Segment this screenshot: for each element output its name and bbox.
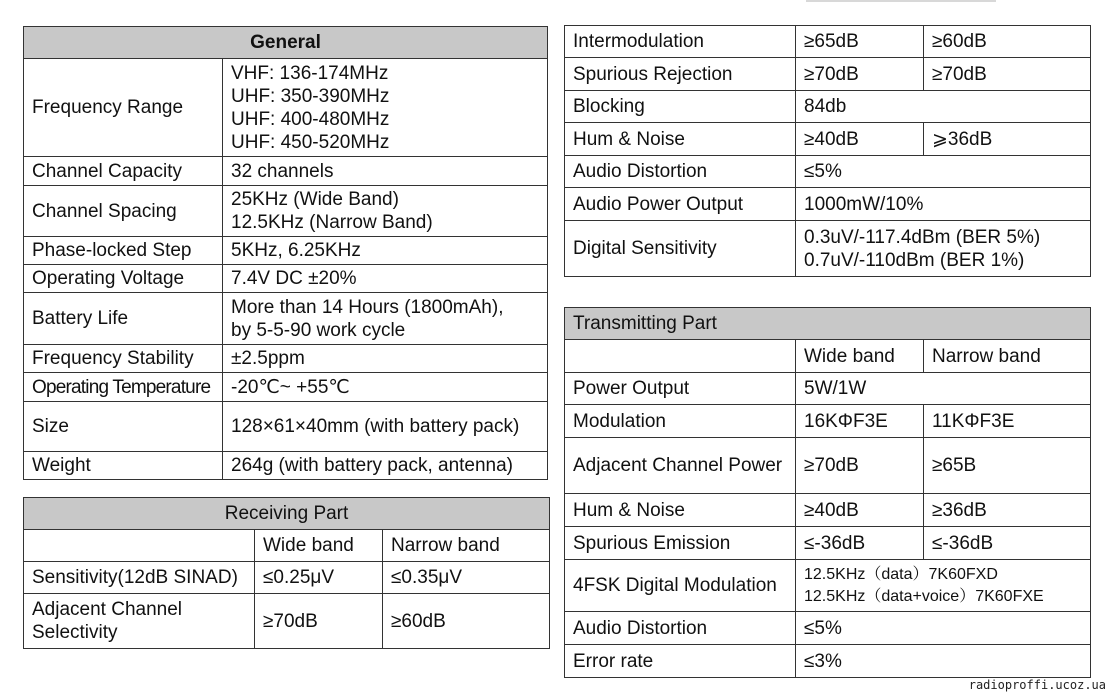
adjacent-channel-selectivity-label: Adjacent Channel Selectivity	[24, 594, 255, 649]
power-output-label: Power Output	[565, 373, 796, 405]
rx-hum-noise-wide: ≥40dB	[796, 123, 924, 156]
error-rate-label: Error rate	[565, 645, 796, 678]
frequency-stability-label: Frequency Stability	[24, 345, 223, 373]
spurious-rejection-wide: ≥70dB	[796, 58, 924, 91]
rx-audio-distortion-value: ≤5%	[796, 156, 1091, 188]
receiving-header-blank	[24, 530, 255, 562]
tx-hum-noise-wide: ≥40dB	[796, 494, 924, 527]
watermark: radioproffi.ucoz.ua	[968, 678, 1106, 692]
rx-audio-distortion-label: Audio Distortion	[565, 156, 796, 188]
error-rate-value: ≤3%	[796, 645, 1091, 678]
spurious-rejection-narrow: ≥70dB	[924, 58, 1091, 91]
spurious-emission-label: Spurious Emission	[565, 527, 796, 560]
weight-value: 264g (with battery pack, antenna)	[223, 452, 548, 480]
digital-sensitivity-label: Digital Sensitivity	[565, 221, 796, 277]
phase-locked-step-label: Phase-locked Step	[24, 237, 223, 265]
weight-label: Weight	[24, 452, 223, 480]
battery-life-value: More than 14 Hours (1800mAh), by 5-5-90 work cycle	[223, 293, 548, 345]
intermodulation-narrow: ≥60dB	[924, 26, 1091, 58]
phase-locked-step-value: 5KHz, 6.25KHz	[223, 237, 548, 265]
spurious-emission-wide: ≤-36dB	[796, 527, 924, 560]
modulation-wide: 16KΦF3E	[796, 405, 924, 438]
transmitting-table	[564, 307, 1091, 678]
operating-temperature-value: -20℃~ +55℃	[223, 373, 548, 402]
channel-spacing-label: Channel Spacing	[24, 186, 223, 237]
sensitivity-label: Sensitivity(12dB SINAD)	[24, 562, 255, 594]
tx-hum-noise-label: Hum & Noise	[565, 494, 796, 527]
adjacent-channel-selectivity-narrow: ≥60dB	[383, 594, 550, 649]
transmitting-header-blank	[565, 340, 796, 373]
intermodulation-wide: ≥65dB	[796, 26, 924, 58]
operating-voltage-value: 7.4V DC ±20%	[223, 265, 548, 293]
intermodulation-label: Intermodulation	[565, 26, 796, 58]
general-title: General	[24, 27, 548, 59]
adjacent-channel-power-narrow: ≥65B	[924, 438, 1091, 494]
audio-power-output-value: 1000mW/10%	[796, 188, 1091, 221]
operating-voltage-label: Operating Voltage	[24, 265, 223, 293]
power-output-value: 5W/1W	[796, 373, 1091, 405]
adjacent-channel-power-wide: ≥70dB	[796, 438, 924, 494]
receiving-title: Receiving Part	[24, 498, 550, 530]
fsk-digital-modulation-label: 4FSK Digital Modulation	[565, 560, 796, 612]
fsk-digital-modulation-value: 12.5KHz（data）7K60FXD 12.5KHz（data+voice）7K60FXE	[796, 560, 1091, 612]
spurious-emission-narrow: ≤-36dB	[924, 527, 1091, 560]
frequency-range-label: Frequency Range	[24, 59, 223, 157]
blocking-value: 84db	[796, 91, 1091, 123]
adjacent-channel-selectivity-wide: ≥70dB	[255, 594, 383, 649]
channel-capacity-value: 32 channels	[223, 157, 548, 186]
sensitivity-narrow: ≤0.35μV	[383, 562, 550, 594]
sensitivity-wide: ≤0.25μV	[255, 562, 383, 594]
receiving-col-narrow: Narrow band	[383, 530, 550, 562]
receiving-col-wide: Wide band	[255, 530, 383, 562]
rx-hum-noise-narrow: ⩾36dB	[924, 123, 1091, 156]
general-table	[23, 26, 548, 480]
battery-life-label: Battery Life	[24, 293, 223, 345]
channel-spacing-value: 25KHz (Wide Band) 12.5KHz (Narrow Band)	[223, 186, 548, 237]
frequency-stability-value: ±2.5ppm	[223, 345, 548, 373]
digital-sensitivity-value: 0.3uV/-117.4dBm (BER 5%) 0.7uV/-110dBm (BER 1%)	[796, 221, 1091, 277]
tx-audio-distortion-label: Audio Distortion	[565, 612, 796, 645]
size-value: 128×61×40mm (with battery pack)	[223, 402, 548, 452]
receiving-cont-table	[564, 25, 1091, 277]
channel-capacity-label: Channel Capacity	[24, 157, 223, 186]
transmitting-col-narrow: Narrow band	[924, 340, 1091, 373]
modulation-label: Modulation	[565, 405, 796, 438]
size-label: Size	[24, 402, 223, 452]
transmitting-col-wide: Wide band	[796, 340, 924, 373]
spurious-rejection-label: Spurious Rejection	[565, 58, 796, 91]
transmitting-title: Transmitting Part	[565, 308, 1091, 340]
rx-hum-noise-label: Hum & Noise	[565, 123, 796, 156]
modulation-narrow: 11KΦF3E	[924, 405, 1091, 438]
blocking-label: Blocking	[565, 91, 796, 123]
tx-audio-distortion-value: ≤5%	[796, 612, 1091, 645]
top-edge-mark	[806, 0, 996, 2]
audio-power-output-label: Audio Power Output	[565, 188, 796, 221]
operating-temperature-label: Operating Temperature	[24, 373, 223, 402]
tx-hum-noise-narrow: ≥36dB	[924, 494, 1091, 527]
adjacent-channel-power-label: Adjacent Channel Power	[565, 438, 796, 494]
receiving-table	[23, 497, 550, 649]
frequency-range-value: VHF: 136-174MHz UHF: 350-390MHz UHF: 400-480MHz UHF: 450-520MHz	[223, 59, 548, 157]
